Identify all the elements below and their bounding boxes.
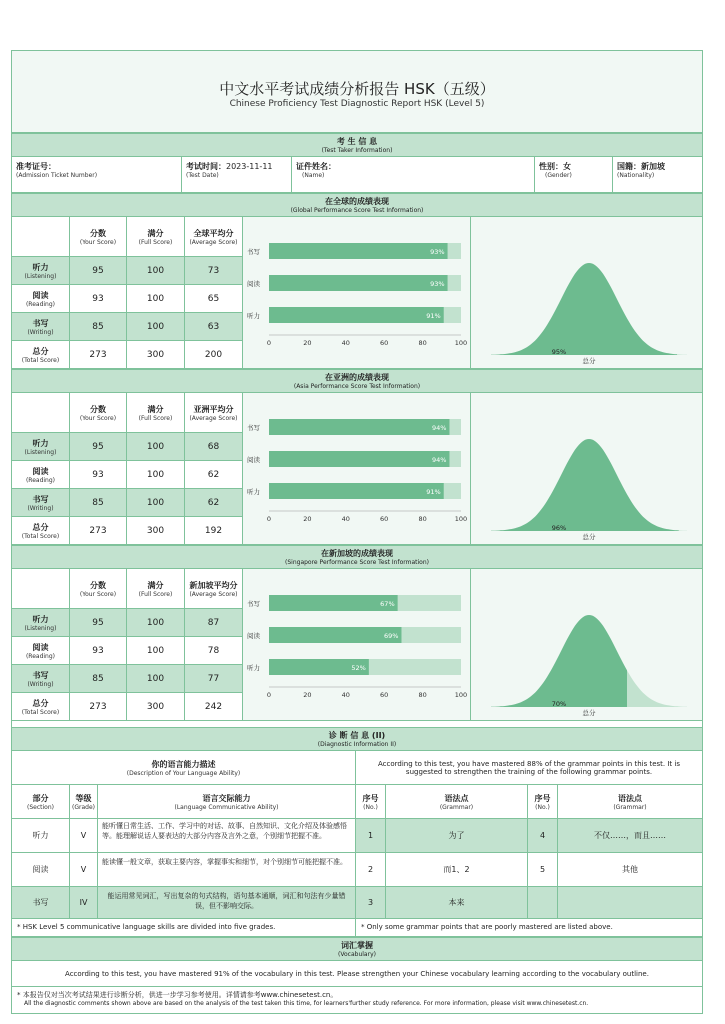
writing-average: 63 [185,313,243,341]
report-page [11,50,703,1014]
bar-category-label: 阅读 [247,280,260,288]
table-corner [12,569,70,609]
footer-note-en: All the diagnostic comments shown above are based on the analysis of the test taken this time, for learners'further study reference. For more information, please visit www.chinesetest.cn. [24,1000,589,1007]
listening-full: 100 [127,433,185,461]
row-reading [12,637,70,665]
curve-category-label: 总分 [582,709,596,717]
row-listening [12,257,70,285]
table-corner [12,217,70,257]
row-label-en: (Reading) [25,300,56,308]
reading-average: 78 [185,637,243,665]
bar-0 [269,419,449,435]
grammar-no: 4 [528,819,558,853]
writing-score: 85 [70,665,127,693]
bar-value-label: 67% [380,600,395,608]
grammar-header-label: 语法点 [444,793,469,803]
full-header-label: 满分 [147,404,164,414]
no-header-label-en: (No.) [535,803,550,811]
writing-average: 77 [185,665,243,693]
grammar-no: 3 [356,887,386,919]
percentile-label: 96% [551,524,567,532]
row-listening [12,609,70,637]
row-label: 书写 [32,494,49,504]
grammar-no: 1 [356,819,386,853]
grammar-header-label-en: (Grammar) [439,803,474,811]
grammar-point: 其他 [558,853,702,887]
grammar-no: 5 [528,853,558,887]
grammar-summary [356,751,702,785]
section-band-title: 在亚洲的成绩表现 [325,373,389,382]
row-label-en: (Writing) [27,328,54,336]
bar-category-label: 阅读 [247,632,260,640]
row-label: 总分 [32,698,49,708]
row-label-en: (Listening) [24,272,57,280]
listening-average: 68 [185,433,243,461]
report-subtitle: Chinese Proficiency Test Diagnostic Report HSK (Level 5) [229,99,485,109]
bar-0 [269,243,448,259]
curve-category-label: 总分 [582,357,596,365]
vocabulary-band [12,937,702,961]
bar-category-label: 听力 [247,664,260,672]
row-label: 听力 [32,614,49,624]
total-full: 300 [127,693,185,721]
no-col-header-2 [528,785,558,819]
diag-desc-reading: 能读懂一般文章，获取主要内容，掌握事实和细节，对个别细节可能把握不准。 [98,853,356,887]
reading-full: 100 [127,461,185,489]
bar-category-label: 听力 [247,488,260,496]
bar-1 [269,451,449,467]
full-header [127,393,185,433]
name-label: 证件姓名： [296,162,336,171]
grammar-point [558,887,702,919]
row-total [12,693,70,721]
diag-section-writing: 书写 [12,887,70,919]
percentile-label: 70% [551,700,567,708]
score-header-label-en: (Your Score) [79,414,117,422]
total-average: 242 [185,693,243,721]
section-band-title: 在新加坡的成绩表现 [321,549,393,558]
grammar-header-label-en: (Grammar) [613,803,647,811]
axis-tick-label: 100 [454,339,468,347]
singapore-performance-band [12,545,702,569]
diag-grade-writing: IV [70,887,98,919]
row-label-en: (Total Score) [21,356,60,364]
row-label: 总分 [32,522,49,532]
grammar-col-header [386,785,528,819]
bar-0 [269,595,398,611]
grade-footnote: * HSK Level 5 communicative language skills are divided into five grades. [12,919,356,937]
average-header-label-en: (Average Score) [189,238,238,246]
asia-performance-band [12,369,702,393]
writing-full: 100 [127,313,185,341]
diagnostic-band [12,727,702,751]
ability-header-label: 你的语言能力描述 [151,759,216,769]
name-label-en: (Name) [302,172,325,179]
percentile-label: 95% [551,348,567,356]
row-label: 阅读 [32,466,49,476]
row-label-en: (Total Score) [21,708,60,716]
name-cell [292,157,535,193]
axis-tick-label: 80 [418,691,427,699]
percentile-area [491,615,627,707]
grade-header-label-en: (Grade) [72,803,95,811]
bar-category-label: 书写 [247,248,260,256]
ability-description-header [12,751,356,785]
section-band-subtitle: (Asia Performance Score Test Information) [293,383,421,390]
diagnostic-band-title: 诊 断 信 息 (II) [328,731,386,740]
ticket-label-en: (Admission Ticket Number) [16,172,98,179]
listening-average: 73 [185,257,243,285]
row-label-en: (Total Score) [21,532,60,540]
grammar-summary-text: According to this test, you have mastered 88% of the grammar points in this test. It is suggested to strengthen the training of the following grammar points. [378,759,680,776]
axis-tick-label: 40 [341,691,350,699]
average-header [185,393,243,433]
axis-tick-label: 0 [266,691,272,699]
bar-value-label: 69% [384,632,399,640]
row-total [12,341,70,369]
diag-section-listening: 听力 [12,819,70,853]
full-header-label-en: (Full Score) [138,238,173,246]
score-header-label-en: (Your Score) [79,590,117,598]
score-header-label: 分数 [90,580,106,590]
bar-value-label: 91% [426,488,441,496]
score-header-label-en: (Your Score) [79,238,117,246]
axis-tick-label: 40 [341,339,350,347]
diagnostic-band-subtitle: (Diagnostic Information II) [317,741,397,748]
date-label: 考试时间： [186,162,226,171]
asia-curve-panel [471,393,702,545]
table-corner [12,393,70,433]
vocabulary-band-subtitle: (Vocabulary) [338,951,376,958]
writing-full: 100 [127,489,185,517]
row-label: 总分 [32,346,49,356]
date-label-en: (Test Date) [186,172,219,179]
writing-score: 85 [70,489,127,517]
row-writing [12,665,70,693]
ticket-number-cell [12,157,182,193]
row-label: 阅读 [32,290,49,300]
reading-average: 62 [185,461,243,489]
axis-tick-label: 20 [303,691,312,699]
singapore-distribution-curve [471,569,702,721]
taker-info-band [12,133,702,157]
report-title: 中文水平考试成绩分析报告 HSK（五级） [219,80,495,98]
bar-2 [269,483,444,499]
row-label-en: (Reading) [25,476,56,484]
axis-tick-label: 100 [454,691,468,699]
grammar-no [528,887,558,919]
reading-score: 93 [70,461,127,489]
grade-col-header [70,785,98,819]
reading-full: 100 [127,285,185,313]
asia-bar-chart [243,393,471,545]
footer-note-cn: * 本报告仅对当次考试结果进行诊断分析，供进一步学习参考使用。详情请参考www.chinesetest.cn。 [17,991,338,999]
total-full: 300 [127,341,185,369]
axis-tick-label: 20 [303,339,312,347]
taker-band-title: 考 生 信 息 [336,137,378,146]
diag-grade-listening: V [70,819,98,853]
nationality-value: 新加坡 [641,162,665,171]
row-label: 阅读 [32,642,49,652]
writing-score: 85 [70,313,127,341]
reading-average: 65 [185,285,243,313]
global-performance-band [12,193,702,217]
listening-average: 87 [185,609,243,637]
report-header [12,51,702,133]
reading-full: 100 [127,637,185,665]
average-header [185,569,243,609]
date-value: 2023-11-11 [226,162,273,171]
bar-value-label: 93% [430,280,445,288]
total-score: 273 [70,517,127,545]
row-listening [12,433,70,461]
section-col-header [12,785,70,819]
average-header-label: 新加坡平均分 [189,580,238,590]
writing-average: 62 [185,489,243,517]
asia-bar-chart-panel [243,393,471,545]
axis-tick-label: 80 [418,339,427,347]
ticket-label: 准考证号： [16,162,56,171]
global-curve-panel [471,217,702,369]
bar-value-label: 91% [426,312,441,320]
no-header-label-en: (No.) [363,803,378,811]
bar-category-label: 书写 [247,600,260,608]
axis-tick-label: 40 [341,515,350,523]
reading-score: 93 [70,637,127,665]
axis-tick-label: 0 [266,515,272,523]
full-header [127,569,185,609]
row-label: 听力 [32,438,49,448]
full-header-label: 满分 [147,228,164,238]
nationality-label-en: (Nationality) [617,172,655,179]
total-average: 200 [185,341,243,369]
gender-value: 女 [563,162,571,171]
row-label-en: (Listening) [24,624,57,632]
bar-value-label: 94% [432,456,447,464]
asia-distribution-curve [471,393,702,545]
row-label: 书写 [32,318,49,328]
row-label: 书写 [32,670,49,680]
full-header [127,217,185,257]
score-header [70,569,127,609]
row-label-en: (Writing) [27,680,54,688]
row-reading [12,461,70,489]
curve-category-label: 总分 [582,533,596,541]
row-writing [12,489,70,517]
listening-full: 100 [127,257,185,285]
bar-category-label: 书写 [247,424,260,432]
listening-score: 95 [70,257,127,285]
grammar-col-header-2 [558,785,702,819]
axis-tick-label: 100 [454,515,468,523]
gender-label-en: (Gender) [545,172,572,179]
bar-category-label: 阅读 [247,456,260,464]
no-header-label: 序号 [362,793,379,803]
test-date-cell [182,157,292,193]
reading-score: 93 [70,285,127,313]
global-bar-chart [243,217,471,369]
row-label-en: (Reading) [25,652,56,660]
listening-score: 95 [70,433,127,461]
vocabulary-band-title: 词汇掌握 [341,941,373,950]
report-footer [12,987,702,1013]
row-reading [12,285,70,313]
score-header-label: 分数 [90,228,106,238]
percentile-area [491,263,677,355]
average-header-label: 全球平均分 [193,228,234,238]
taker-band-subtitle: (Test Taker Information) [321,147,393,154]
section-band-subtitle: (Singapore Performance Score Test Information) [285,559,429,566]
listening-score: 95 [70,609,127,637]
section-header-label: 部分 [32,793,49,803]
grammar-point: 而1、2 [386,853,528,887]
no-col-header [356,785,386,819]
total-score: 273 [70,693,127,721]
bar-value-label: 52% [351,664,366,672]
no-header-label: 序号 [534,793,551,803]
average-header-label-en: (Average Score) [189,590,238,598]
average-header [185,217,243,257]
grammar-header-label: 语法点 [618,793,642,803]
vocabulary-summary [12,961,702,987]
bar-category-label: 听力 [247,312,260,320]
total-score: 273 [70,341,127,369]
singapore-bar-chart [243,569,471,721]
bar-value-label: 94% [432,424,447,432]
bar-1 [269,627,401,643]
singapore-bar-chart-panel [243,569,471,721]
section-band-subtitle: (Global Performance Score Test Information) [290,207,424,214]
percentile-area [491,439,679,531]
row-label-en: (Listening) [24,448,57,456]
score-header [70,393,127,433]
axis-tick-label: 80 [418,515,427,523]
grammar-point: 本来 [386,887,528,919]
nationality-cell [613,157,702,193]
section-band-title: 在全球的成绩表现 [325,197,389,206]
score-header-label: 分数 [90,404,106,414]
diag-desc-writing: 能运用常见词汇，写出复杂的句式结构，语句基本通顺，词汇和句法有少量错误，但不影响交际。 [98,887,356,919]
total-average: 192 [185,517,243,545]
gender-cell [535,157,613,193]
full-header-label: 满分 [147,580,164,590]
listening-full: 100 [127,609,185,637]
communicative-col-header [98,785,356,819]
diag-section-reading: 阅读 [12,853,70,887]
full-header-label-en: (Full Score) [138,590,173,598]
row-writing [12,313,70,341]
axis-tick-label: 0 [266,339,272,347]
communicative-header-label-en: (Language Communicative Ability) [174,803,279,811]
score-header [70,217,127,257]
bar-1 [269,275,448,291]
average-header-label-en: (Average Score) [189,414,238,422]
diag-grade-reading: V [70,853,98,887]
axis-tick-label: 20 [303,515,312,523]
bar-2 [269,307,444,323]
axis-tick-label: 60 [380,515,389,523]
grade-header-label: 等级 [75,793,92,803]
axis-tick-label: 60 [380,691,389,699]
row-label-en: (Writing) [27,504,54,512]
ability-header-label-en: (Description of Your Language Ability) [126,769,241,777]
full-header-label-en: (Full Score) [138,414,173,422]
row-total [12,517,70,545]
axis-tick-label: 60 [380,339,389,347]
grammar-point: 不仅……，而且…… [558,819,702,853]
total-full: 300 [127,517,185,545]
grammar-no: 2 [356,853,386,887]
communicative-header-label: 语言交际能力 [202,793,251,803]
nationality-label: 国籍： [617,162,641,171]
vocabulary-summary-text: According to this test, you have mastered 91% of the vocabulary in this test. Please strengthen your Chinese vocabulary learning according to the vocabulary outline. [65,969,649,978]
global-bar-chart-panel [243,217,471,369]
gender-label: 性别： [539,162,563,171]
writing-full: 100 [127,665,185,693]
diag-desc-listening: 能听懂日常生活、工作、学习中的对话、故事、自然知识、文化介绍及体验感悟等。能理解说话人要表达的大部分内容及言外之意，个别细节把握不准。 [98,819,356,853]
singapore-curve-panel [471,569,702,721]
section-header-label-en: (Section) [27,803,54,811]
average-header-label: 亚洲平均分 [193,404,234,414]
grammar-point: 为了 [386,819,528,853]
global-distribution-curve [471,217,702,369]
row-label: 听力 [32,262,49,272]
bar-value-label: 93% [430,248,445,256]
grammar-footnote: * Only some grammar points that are poorly mastered are listed above. [356,919,702,937]
